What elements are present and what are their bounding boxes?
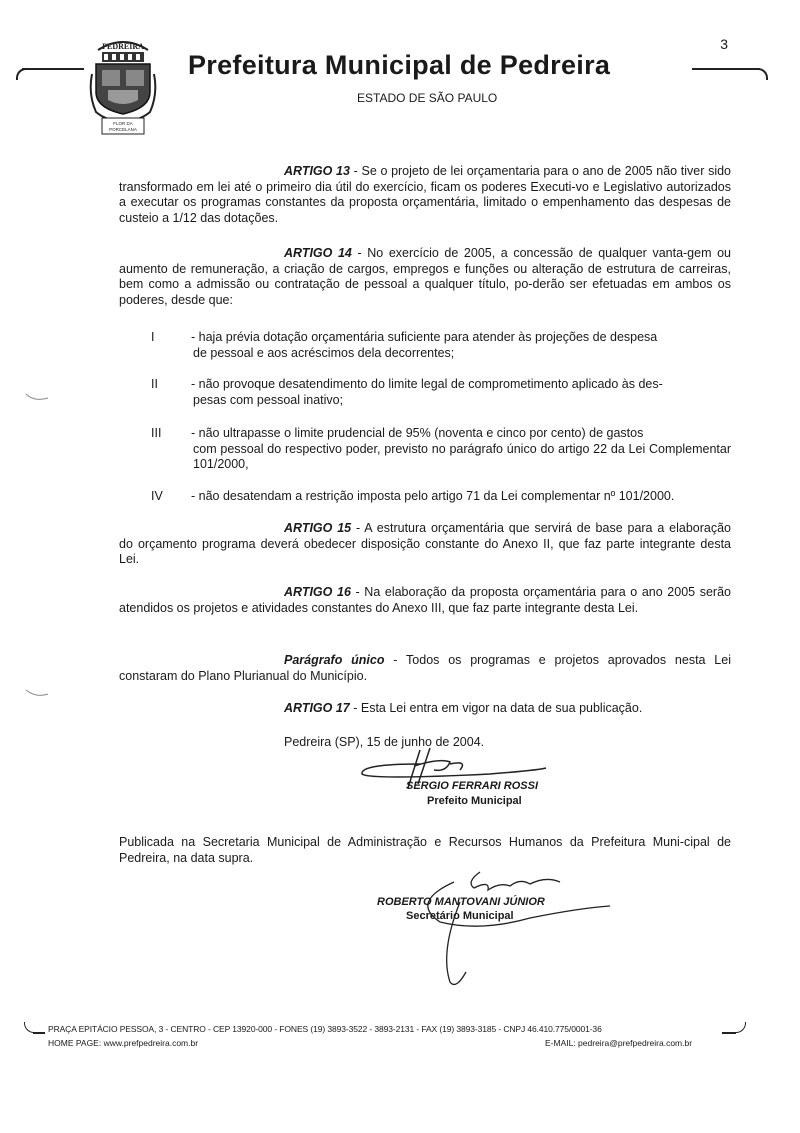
item-text-continuation: com pessoal do respectivo poder, previsto no parágrafo único do artigo 22 da Lei Complementar 101/2000, (193, 441, 731, 471)
crest-motto: FLOR DA (113, 121, 133, 126)
footer-email: E-MAIL: pedreira@prefpedreira.com.br (545, 1038, 693, 1048)
item-text: - não desatendam a restrição imposta pelo artigo 71 da Lei complementar nº 101/2000. (191, 489, 675, 503)
scan-mark-icon (22, 380, 52, 410)
article-label: ARTIGO 14 (284, 246, 352, 260)
page-number: 3 (720, 36, 728, 52)
item-number: I (151, 330, 155, 344)
item-number: IV (151, 489, 163, 503)
municipal-crest-icon (88, 34, 158, 138)
footer-home-page: HOME PAGE: www.prefpedreira.com.br (48, 1038, 199, 1048)
article-label: ARTIGO 13 (284, 164, 350, 178)
header-rule-left (22, 68, 84, 70)
list-item (151, 377, 731, 408)
article-text: - Esta Lei entra em vigor na data de sua publicação. (349, 701, 643, 715)
article-label: Parágrafo único (284, 653, 385, 667)
item-text: - não provoque desatendimento do limite legal de comprometimento aplicado às des- (191, 377, 663, 391)
mayor-name: SERGIO FERRARI ROSSI (406, 780, 539, 792)
item-number: III (151, 426, 162, 440)
item-text-continuation: pesas com pessoal inativo; (193, 392, 344, 407)
place-date: Pedreira (SP), 15 de junho de 2004. (284, 735, 485, 749)
article-text: - Na elaboração da proposta orçamentária para o ano 2005 serão atendidos os projetos e atividades constantes do Anexo III, que faz parte integrante desta Lei. (119, 585, 731, 615)
article-16 (119, 585, 731, 616)
article-13 (119, 164, 731, 226)
secretary-signature-icon (370, 862, 620, 992)
footer-rule-curl-right (735, 1022, 746, 1033)
article-text: - A estrutura orçamentária que servirá de base para a elaboração do orçamento programa deverá obedecer disposição constante do Anexo II, que faz parte integrante desta Lei. (119, 521, 732, 566)
article-15 (119, 521, 731, 568)
list-item (151, 489, 731, 505)
header-rule-right (692, 68, 760, 70)
article-label: ARTIGO 17 (284, 701, 350, 715)
state-subtitle: ESTADO DE SÃO PAULO (357, 91, 498, 105)
article-text: - Todos os programas e projetos aprovados nesta Lei constaram do Plano Plurianual do Município. (119, 653, 731, 683)
item-text: - não ultrapasse o limite prudencial de 95% (noventa e cinco por cento) de gastos (191, 426, 644, 440)
publication-note: Publicada na Secretaria Municipal de Administração e Recursos Humanos da Prefeitura Muni-cipal de Pedreira, na data supra. (119, 835, 731, 865)
item-number: II (151, 377, 158, 391)
article-text: - No exercício de 2005, a concessão de qualquer vanta-gem ou aumento de remuneração, a criação de cargos, empregos e funções ou alteração de estrutura de carreiras, bem como a admissão ou contratação de pessoal a qualquer título, po-derão ser efetuadas em ambos os poderes, desde que: (119, 246, 731, 307)
crest-banner-text: PEDREIRA (102, 42, 144, 51)
sole-paragraph (119, 653, 731, 684)
secretary-name: ROBERTO MANTOVANI JÚNIOR (377, 896, 545, 908)
list-item (151, 426, 731, 473)
footer-address: PRAÇA EPITÁCIO PESSOA, 3 - CENTRO - CEP 13920-000 - FONES (19) 3893-3522 - 3893-2131 - FAX (19) 3893-3185 - CNPJ 46.410.775/0001-36 (48, 1024, 602, 1034)
secretary-title: Secretário Municipal (406, 910, 514, 922)
list-item (151, 330, 731, 361)
footer-rule-right (722, 1032, 736, 1034)
article-17 (119, 701, 731, 717)
svg-text:PORCELANA: PORCELANA (109, 127, 137, 132)
footer-rule-left (33, 1032, 45, 1034)
scan-mark-icon (22, 680, 52, 710)
header-rule-curl-right (756, 68, 768, 80)
article-text: - Se o projeto de lei orçamentaria para o ano de 2005 não tiver sido transformado em lei até o primeiro dia útil do exercício, ficam os poderes Executi-vo e Legislativo autorizados a executar os programas constantes da proposta orçamentária, limitado o empenhamento das despesas de custeio a 1/12 das dotações. (119, 164, 732, 225)
item-text-continuation: de pessoal e aos acréscimos dela decorrentes; (193, 345, 455, 360)
mayor-title: Prefeito Municipal (427, 795, 522, 807)
article-14 (119, 246, 731, 308)
article-label: ARTIGO 15 (284, 521, 352, 535)
item-text: - haja prévia dotação orçamentária suficiente para atender às projeções de despesa (191, 330, 658, 344)
page-title: Prefeitura Municipal de Pedreira (188, 50, 611, 80)
article-label: ARTIGO 16 (284, 585, 351, 599)
